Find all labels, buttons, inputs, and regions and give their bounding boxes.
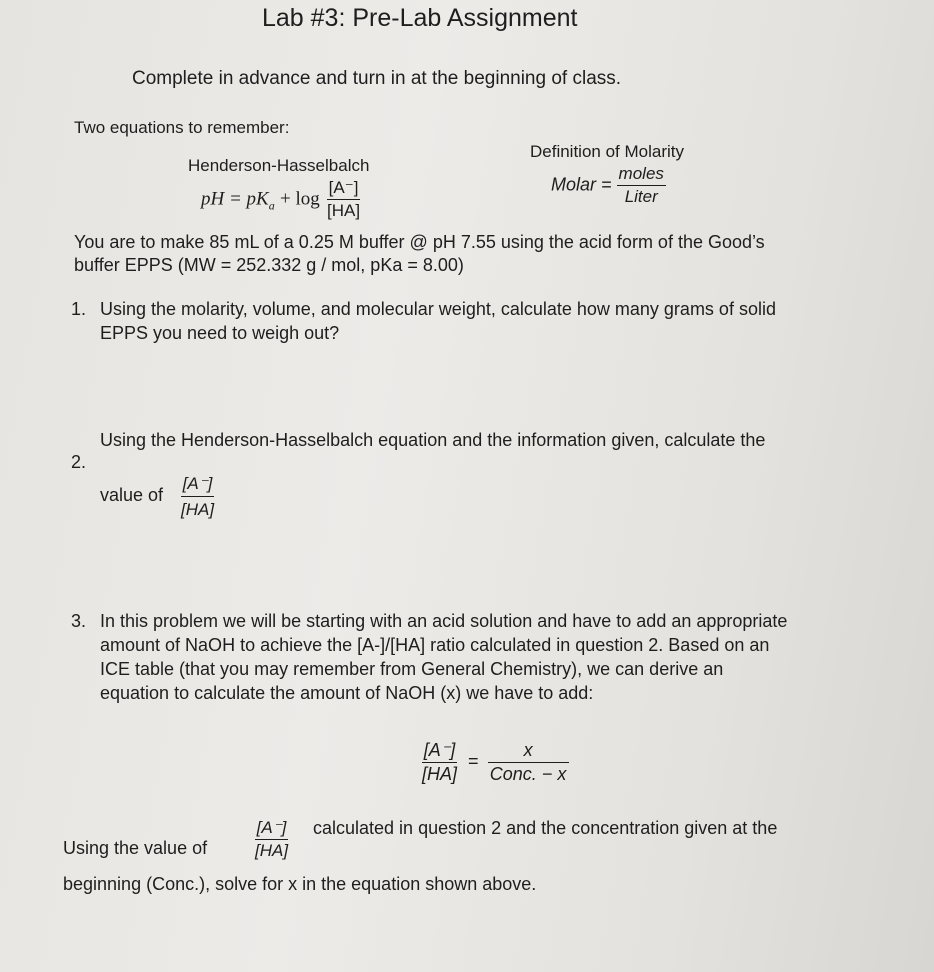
question-2-denominator: [HA] — [181, 500, 215, 519]
hh-fraction — [325, 178, 362, 221]
closing-line-2: beginning (Conc.), solve for x in the equation shown above. — [63, 874, 537, 894]
molarity-numerator: moles — [617, 164, 666, 186]
question-3-line-2: amount of NaOH to achieve the [A-]/[HA] ratio calculated in question 2. Based on an — [100, 635, 770, 655]
ice-rhs-denominator: Conc. − x — [489, 764, 567, 784]
problem-line-1: You are to make 85 mL of a 0.25 M buffer @ pH 7.55 using the acid form of the Good’s — [74, 232, 765, 252]
closing-fraction — [253, 818, 290, 861]
hh-sub: a — [268, 198, 275, 213]
hh-numerator: [A⁻] — [327, 178, 361, 200]
page-subtitle: Complete in advance and turn in at the beginning of class. — [132, 68, 622, 89]
ice-lhs-denominator: [HA] — [422, 764, 458, 784]
molarity-label: Definition of Molarity — [530, 142, 685, 161]
question-2-numerator: [A⁻] — [181, 472, 215, 497]
question-2 — [71, 429, 841, 529]
equations-heading: Two equations to remember: — [74, 118, 290, 137]
question-2-line-1: Using the Henderson-Hasselbalch equation and the information given, calculate the — [100, 430, 766, 450]
closing-fraction-wrap — [253, 818, 290, 861]
closing-prefix: Using the value of — [63, 838, 208, 858]
molarity-lhs: Molar = — [551, 174, 612, 195]
ice-lhs-fraction — [420, 740, 459, 785]
hh-lhs: pH = pK — [201, 188, 269, 210]
closing-numerator: [A⁻] — [255, 818, 289, 840]
ice-rhs-fraction — [488, 740, 569, 785]
hh-equation — [201, 178, 362, 221]
hh-plus-log: + log — [280, 188, 320, 210]
hh-label: Henderson-Hasselbalch — [188, 156, 370, 175]
question-3-number: 3. — [71, 611, 87, 631]
question-3-line-1: In this problem we will be starting with an acid solution and have to add an appropriate — [100, 611, 788, 631]
question-1-line-1: Using the molarity, volume, and molecular weight, calculate how many grams of solid — [100, 299, 776, 319]
question-3-line-3: ICE table (that you may remember from General Chemistry), we can derive an — [100, 659, 724, 679]
question-3-line-4: equation to calculate the amount of NaOH (x) we have to add: — [100, 683, 594, 703]
closing-suffix: calculated in question 2 and the concentration given at the — [313, 818, 778, 838]
question-2-fraction — [179, 472, 216, 521]
molarity-fraction — [617, 164, 666, 207]
ice-equation — [420, 740, 569, 785]
page-title: Lab #3: Pre-Lab Assignment — [262, 4, 578, 32]
ice-lhs-numerator: [A⁻] — [422, 740, 458, 763]
closing-denominator: [HA] — [255, 841, 289, 860]
question-1 — [71, 298, 841, 348]
question-2-value-prefix: value of — [100, 485, 164, 505]
question-1-line-2: EPPS you need to weigh out? — [100, 323, 340, 343]
question-2-number: 2. — [71, 452, 87, 472]
problem-line-2: buffer EPPS (MW = 252.332 g / mol, pKa = 8.00) — [74, 255, 464, 275]
molarity-equation — [551, 164, 666, 207]
hh-denominator: [HA] — [327, 201, 361, 220]
question-1-number: 1. — [71, 299, 87, 319]
ice-equals: = — [468, 751, 479, 772]
molarity-denominator: Liter — [624, 187, 658, 206]
question-3 — [71, 610, 861, 720]
ice-rhs-numerator: x — [488, 740, 569, 763]
